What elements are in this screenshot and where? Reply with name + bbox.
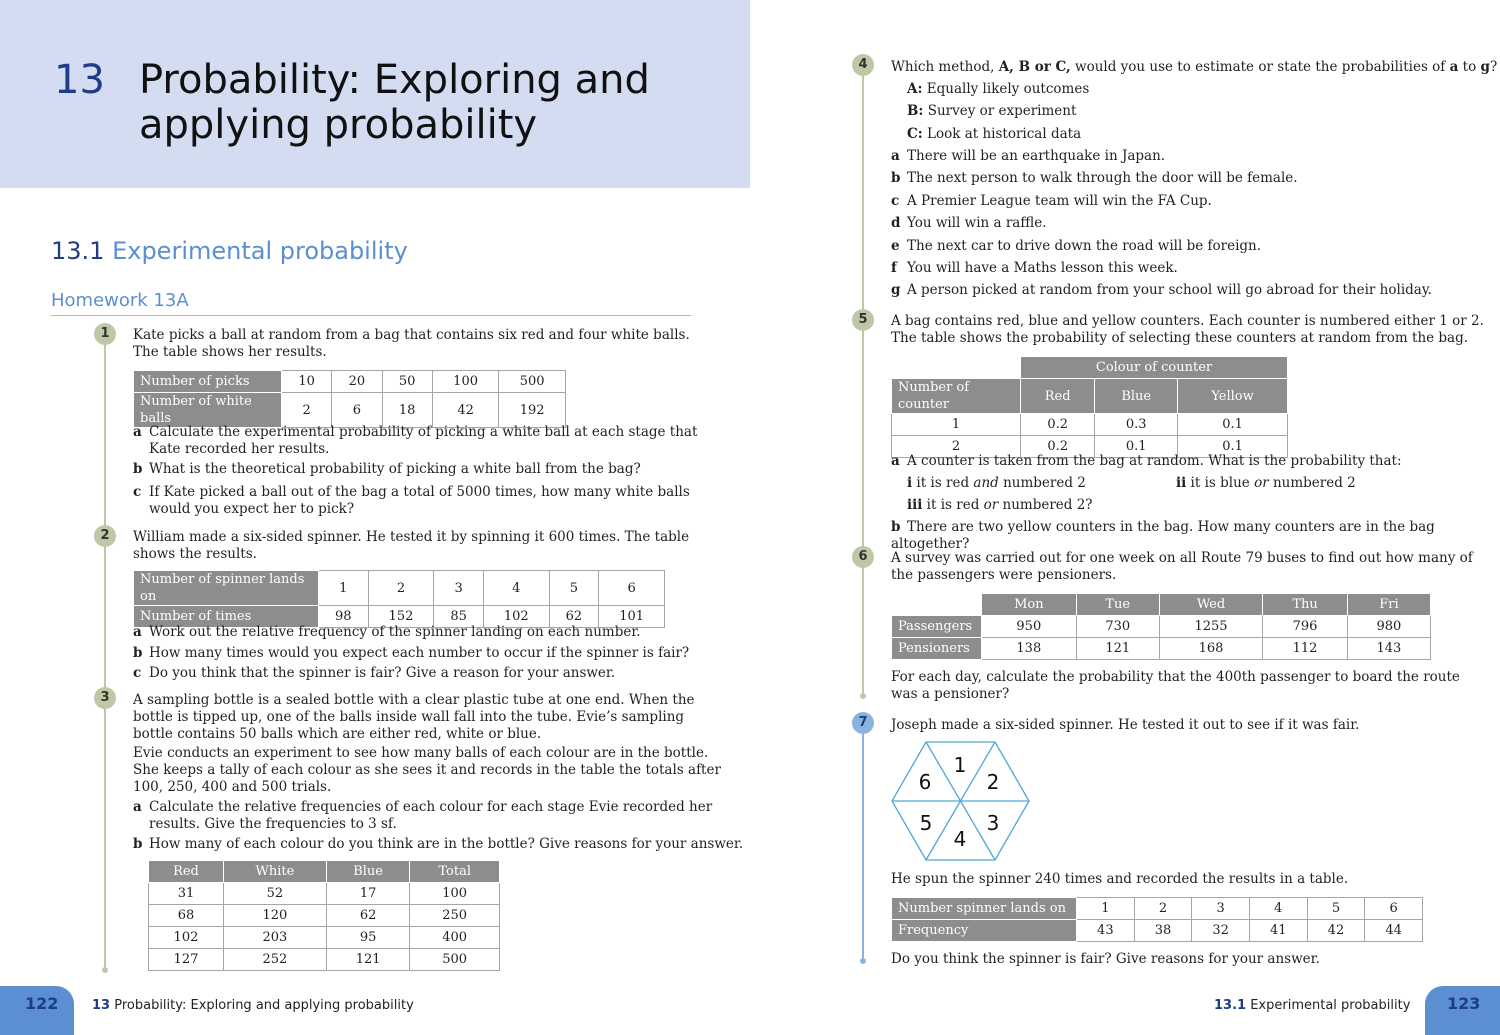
question-6-badge: 6 <box>852 546 874 568</box>
q5-part-a-i <box>907 475 1086 492</box>
table-cell: 31 <box>149 883 224 905</box>
table-cell: 6 <box>332 393 382 428</box>
part-text: would you expect her to pick? <box>149 501 355 517</box>
option-label: B: <box>907 103 924 119</box>
q4-option-b <box>907 103 1076 120</box>
option-text: Equally likely outcomes <box>922 81 1090 97</box>
q6-question <box>891 669 1460 703</box>
part-label: a <box>891 148 900 164</box>
table-header: Blue <box>326 861 409 883</box>
table-cell: 0.1 <box>1178 436 1288 458</box>
section-number: 13.1 <box>51 237 105 265</box>
table-cell: 0.1 <box>1095 436 1178 458</box>
q1-line1: Kate picks a ball at random from a bag that contains six red and four white balls. <box>133 327 690 343</box>
q3-line: 100, 250, 400 and 500 trials. <box>133 779 332 795</box>
subpart-text: it is blue <box>1186 475 1255 491</box>
part-label: a <box>133 799 142 815</box>
table-header: Number of counter <box>892 379 1021 414</box>
q4-intro <box>891 59 1497 76</box>
table-header: Wed <box>1159 594 1262 616</box>
question-1-badge: 1 <box>94 323 116 345</box>
table-blank <box>892 594 982 616</box>
subpart-text: numbered 2? <box>998 497 1093 513</box>
q3-text <box>133 692 721 796</box>
table-cell: 112 <box>1263 638 1348 660</box>
table-cell: 95 <box>326 927 409 949</box>
table-cell: 143 <box>1347 638 1430 660</box>
table-row <box>149 927 500 949</box>
q5-part-a <box>891 453 1402 470</box>
right-page-number: 123 <box>1447 994 1481 1013</box>
table-row <box>892 594 1431 616</box>
table-cell: 4 <box>1249 898 1307 920</box>
q5-part-b <box>891 519 1500 553</box>
q4-intro-g: g <box>1480 59 1490 75</box>
table-cell: 950 <box>982 616 1077 638</box>
table-cell: 101 <box>599 606 665 628</box>
footer-section-number: 13.1 <box>1214 998 1247 1013</box>
part-label: a <box>891 453 900 469</box>
table-cell: 41 <box>1249 920 1307 942</box>
q6-table <box>891 593 1431 660</box>
homework-title: Homework 13A <box>51 290 189 311</box>
table-cell: 3 <box>434 571 484 606</box>
table-cell: 62 <box>326 905 409 927</box>
q3-line: A sampling bottle is a sealed bottle with a clear plastic tube at one end. When the <box>133 692 695 708</box>
table-row <box>134 371 566 393</box>
q4-intro-a: a <box>1449 59 1459 75</box>
list-item <box>891 260 1432 282</box>
footer-section-title: Experimental probability <box>1246 998 1411 1013</box>
spinner-number: 5 <box>919 811 933 835</box>
table-cell: 98 <box>319 606 369 628</box>
q6-line: For each day, calculate the probability that the 400th passenger to board the route <box>891 669 1460 685</box>
part-label: b <box>891 519 901 535</box>
q4-option-a <box>907 81 1089 98</box>
q2-part-a <box>133 624 641 641</box>
table-cell: 43 <box>1077 920 1135 942</box>
q6-text <box>891 550 1473 584</box>
table-header: Frequency <box>892 920 1077 942</box>
table-cell: 42 <box>1307 920 1365 942</box>
chapter-title-line2: applying probability <box>139 102 538 148</box>
q2-line1: William made a six-sided spinner. He tested it by spinning it 600 times. The table <box>133 529 690 545</box>
table-cell: 796 <box>1263 616 1348 638</box>
table-cell: 2 <box>892 436 1021 458</box>
question-guide-line <box>104 344 106 968</box>
subpart-label: iii <box>907 497 923 513</box>
table-cell: 121 <box>1076 638 1159 660</box>
part-text: How many times would you expect each number to occur if the spinner is fair? <box>149 645 690 661</box>
part-label: c <box>133 665 142 681</box>
question-5-badge: 5 <box>852 309 874 331</box>
table-cell: 252 <box>223 949 326 971</box>
section-name: Experimental probability <box>112 237 408 265</box>
table-cell: 1 <box>892 414 1021 436</box>
subpart-text: numbered 2 <box>1268 475 1356 491</box>
list-item <box>891 170 1432 192</box>
table-cell: 730 <box>1076 616 1159 638</box>
q5-line: A bag contains red, blue and yellow counters. Each counter is numbered either 1 or 2. <box>891 313 1484 329</box>
table-cell: 102 <box>149 927 224 949</box>
table-row <box>149 861 500 883</box>
table-cell: 17 <box>326 883 409 905</box>
subpart-text: it is red <box>912 475 974 491</box>
list-item <box>891 238 1432 260</box>
part-label: b <box>133 645 143 661</box>
question-guide-line-blue <box>862 733 864 959</box>
part-text: A counter is taken from the bag at random. What is the probability that: <box>907 453 1402 469</box>
table-cell: 500 <box>499 371 566 393</box>
q4-intro-text: to <box>1458 59 1481 75</box>
q3-table <box>148 860 500 971</box>
q5-text <box>891 313 1484 347</box>
question-3-badge: 3 <box>94 687 116 709</box>
table-cell: 121 <box>326 949 409 971</box>
table-header: Mon <box>982 594 1077 616</box>
table-cell: 10 <box>282 371 332 393</box>
question-7-badge: 7 <box>852 712 874 734</box>
table-header: Yellow <box>1178 379 1288 414</box>
table-cell: 120 <box>223 905 326 927</box>
table-row <box>149 883 500 905</box>
guide-line-end <box>860 693 866 699</box>
part-label: b <box>133 461 143 477</box>
part-label: a <box>133 424 142 440</box>
spinner-number: 2 <box>986 770 1000 794</box>
q7-table <box>891 897 1423 942</box>
hexagonal-spinner <box>891 741 1031 863</box>
q6-line: the passengers were pensioners. <box>891 567 1117 583</box>
table-cell: 100 <box>432 371 499 393</box>
q4-intro-text: would you use to estimate or state the probabilities of <box>1070 59 1450 75</box>
table-cell: 400 <box>410 927 500 949</box>
part-label: b <box>891 170 901 187</box>
spinner-number: 1 <box>953 753 967 777</box>
question-2-badge: 2 <box>94 525 116 547</box>
table-header: Total <box>410 861 500 883</box>
q3-part-b <box>133 836 743 853</box>
part-text: The next person to walk through the door will be female. <box>907 170 1298 187</box>
q1-row1-label: Number of picks <box>134 371 282 393</box>
table-cell: 32 <box>1192 920 1250 942</box>
option-text: Survey or experiment <box>923 103 1077 119</box>
table-cell: 6 <box>599 571 665 606</box>
table-cell: 0.2 <box>1021 414 1095 436</box>
table-cell: 168 <box>1159 638 1262 660</box>
option-text: Look at historical data <box>922 126 1082 142</box>
q2-row2-label: Number of times <box>134 606 319 628</box>
question-4-badge: 4 <box>852 54 874 76</box>
table-cell: 44 <box>1365 920 1423 942</box>
subpart-label: i <box>907 475 913 491</box>
question-guide-line-right <box>862 75 864 695</box>
table-cell: 0.2 <box>1021 436 1095 458</box>
left-footer-text <box>92 997 414 1014</box>
part-text: You will win a raffle. <box>907 215 1047 232</box>
q3-part-a <box>133 799 712 833</box>
q4-intro-methods: A, B or C, <box>998 59 1071 75</box>
guide-line-end <box>102 967 108 973</box>
part-text: There will be an earthquake in Japan. <box>907 148 1166 164</box>
part-label: g <box>891 282 901 299</box>
table-cell: 980 <box>1347 616 1430 638</box>
chapter-title <box>139 58 650 148</box>
part-label: c <box>133 484 142 500</box>
q2-row1-label: Number of spinner lands on <box>134 571 319 606</box>
table-cell: 85 <box>434 606 484 628</box>
left-page-number: 122 <box>25 994 59 1013</box>
q2-text <box>133 529 689 563</box>
table-cell: 3 <box>1192 898 1250 920</box>
table-row <box>892 616 1431 638</box>
q7-line1: Joseph made a six-sided spinner. He tested it out to see if it was fair. <box>891 717 1360 733</box>
q5-line: The table shows the probability of selecting these counters at random from the bag. <box>891 330 1469 346</box>
table-header: Number spinner lands on <box>892 898 1077 920</box>
table-cell: 500 <box>410 949 500 971</box>
part-label: a <box>133 624 142 640</box>
q3-line: bottle contains 50 balls which are either red, white or blue. <box>133 726 542 742</box>
table-row <box>149 949 500 971</box>
table-cell: 102 <box>483 606 549 628</box>
table-cell: 1 <box>319 571 369 606</box>
table-cell: 5 <box>549 571 599 606</box>
option-label: C: <box>907 126 923 142</box>
q4-intro-text: Which method, <box>891 59 999 75</box>
part-text: Do you think that the spinner is fair? Give a reason for your answer. <box>149 665 616 681</box>
table-cell: 5 <box>1307 898 1365 920</box>
q6-line: was a pensioner? <box>891 686 1010 702</box>
subpart-emphasis: and <box>973 475 999 491</box>
q1-text <box>133 327 690 361</box>
subpart-emphasis: or <box>1254 475 1269 491</box>
table-row <box>892 638 1431 660</box>
table-cell: 2 <box>1134 898 1192 920</box>
q5-table <box>891 356 1288 458</box>
right-footer-text <box>1214 997 1410 1014</box>
q2-table <box>133 570 665 628</box>
part-label: d <box>891 215 901 232</box>
q1-part-b <box>133 461 641 478</box>
chapter-title-line1: Probability: Exploring and <box>139 57 650 103</box>
guide-line-end <box>860 958 866 964</box>
table-row <box>892 920 1423 942</box>
footer-chapter-number: 13 <box>92 998 111 1013</box>
q3-line: bottle is tipped up, one of the balls inside wall fall into the tube. Evie’s sampling <box>133 709 685 725</box>
part-label: f <box>891 259 897 276</box>
part-text: What is the theoretical probability of picking a white ball from the bag? <box>149 461 641 477</box>
table-cell: 2 <box>368 571 434 606</box>
table-blank <box>892 357 1021 379</box>
table-row <box>892 414 1288 436</box>
subpart-text: it is red <box>922 497 984 513</box>
part-text: Calculate the experimental probability of picking a white ball at each stage that <box>149 424 698 440</box>
q4-option-c <box>907 126 1081 143</box>
table-cell: 52 <box>223 883 326 905</box>
list-item <box>891 282 1432 304</box>
table-row <box>149 905 500 927</box>
table-cell: 127 <box>149 949 224 971</box>
part-text: If Kate picked a ball out of the bag a total of 5000 times, how many white balls <box>149 484 690 500</box>
table-header: Thu <box>1263 594 1348 616</box>
table-header: Fri <box>1347 594 1430 616</box>
footer-chapter-title: Probability: Exploring and applying probability <box>110 998 414 1013</box>
part-text: Work out the relative frequency of the spinner landing on each number. <box>149 624 641 640</box>
table-cell: 20 <box>332 371 382 393</box>
part-label: b <box>133 836 143 852</box>
spinner-number: 3 <box>986 811 1000 835</box>
part-text: You will have a Maths lesson this week. <box>907 259 1178 276</box>
part-text: How many of each colour do you think are in the bottle? Give reasons for your answer. <box>149 836 744 852</box>
part-label: c <box>891 192 900 209</box>
table-cell: 0.1 <box>1178 414 1288 436</box>
table-cell: 138 <box>982 638 1077 660</box>
part-text: results. Give the frequencies to 3 sf. <box>149 816 397 832</box>
table-cell: 100 <box>410 883 500 905</box>
list-item <box>891 215 1432 237</box>
table-header: Passengers <box>892 616 982 638</box>
list-item <box>891 193 1432 215</box>
table-header: Blue <box>1095 379 1178 414</box>
q1-table <box>133 370 566 428</box>
q1-part-a <box>133 424 697 458</box>
q3-line: She keeps a tally of each colour as she sees it and records in the table the totals after <box>133 762 721 778</box>
table-row <box>892 379 1288 414</box>
table-cell: 62 <box>549 606 599 628</box>
table-cell: 38 <box>1134 920 1192 942</box>
q5-part-a-ii <box>1176 475 1356 492</box>
table-cell: 1255 <box>1159 616 1262 638</box>
q7-line2: He spun the spinner 240 times and recorded the results in a table. <box>891 871 1349 887</box>
q5-part-a-iii <box>907 497 1093 514</box>
homework-rule <box>51 315 691 316</box>
table-group-header: Colour of counter <box>1021 357 1288 379</box>
part-text: Kate recorded her results. <box>149 441 330 457</box>
part-text: The next car to drive down the road will be foreign. <box>907 237 1262 254</box>
subpart-text: numbered 2 <box>998 475 1086 491</box>
chapter-number: 13 <box>54 57 105 103</box>
q2-part-c <box>133 665 615 682</box>
table-cell: 6 <box>1365 898 1423 920</box>
table-row <box>134 393 566 428</box>
table-cell: 192 <box>499 393 566 428</box>
subpart-emphasis: or <box>983 497 999 513</box>
q1-line2: The table shows her results. <box>133 344 327 360</box>
q4-parts <box>891 148 1432 305</box>
part-text: Calculate the relative frequencies of each colour for each stage Evie recorded her <box>149 799 713 815</box>
table-cell: 50 <box>382 371 432 393</box>
option-label: A: <box>907 81 923 97</box>
table-header: Red <box>149 861 224 883</box>
spinner-number: 4 <box>953 827 967 851</box>
table-cell: 0.3 <box>1095 414 1178 436</box>
table-cell: 42 <box>432 393 499 428</box>
q3-line: Evie conducts an experiment to see how many balls of each colour are in the bottle. <box>133 745 709 761</box>
table-cell: 4 <box>483 571 549 606</box>
table-row <box>892 898 1423 920</box>
table-cell: 2 <box>282 393 332 428</box>
table-cell: 18 <box>382 393 432 428</box>
part-label: e <box>891 237 900 254</box>
subpart-label: ii <box>1176 475 1187 491</box>
table-row <box>134 571 665 606</box>
table-row <box>892 357 1288 379</box>
q6-line: A survey was carried out for one week on all Route 79 buses to find out how many of <box>891 550 1473 566</box>
spinner-number: 6 <box>918 770 932 794</box>
q7-line3: Do you think the spinner is fair? Give reasons for your answer. <box>891 951 1320 967</box>
q1-part-c <box>133 484 690 518</box>
table-header: Tue <box>1076 594 1159 616</box>
table-header: Pensioners <box>892 638 982 660</box>
q2-part-b <box>133 645 689 662</box>
table-cell: 250 <box>410 905 500 927</box>
list-item <box>891 148 1432 170</box>
q1-row2-label: Number of white balls <box>134 393 282 428</box>
part-text: A person picked at random from your school will go abroad for their holiday. <box>907 282 1432 299</box>
table-cell: 203 <box>223 927 326 949</box>
part-text: There are two yellow counters in the bag. How many counters are in the bag altogether? <box>891 519 1435 552</box>
q4-intro-text: ? <box>1489 59 1498 75</box>
q2-line2: shows the results. <box>133 546 257 562</box>
table-header: White <box>223 861 326 883</box>
table-header: Red <box>1021 379 1095 414</box>
table-cell: 68 <box>149 905 224 927</box>
part-text: A Premier League team will win the FA Cup. <box>907 192 1212 209</box>
section-title <box>51 237 408 265</box>
table-cell: 1 <box>1077 898 1135 920</box>
table-cell: 152 <box>368 606 434 628</box>
